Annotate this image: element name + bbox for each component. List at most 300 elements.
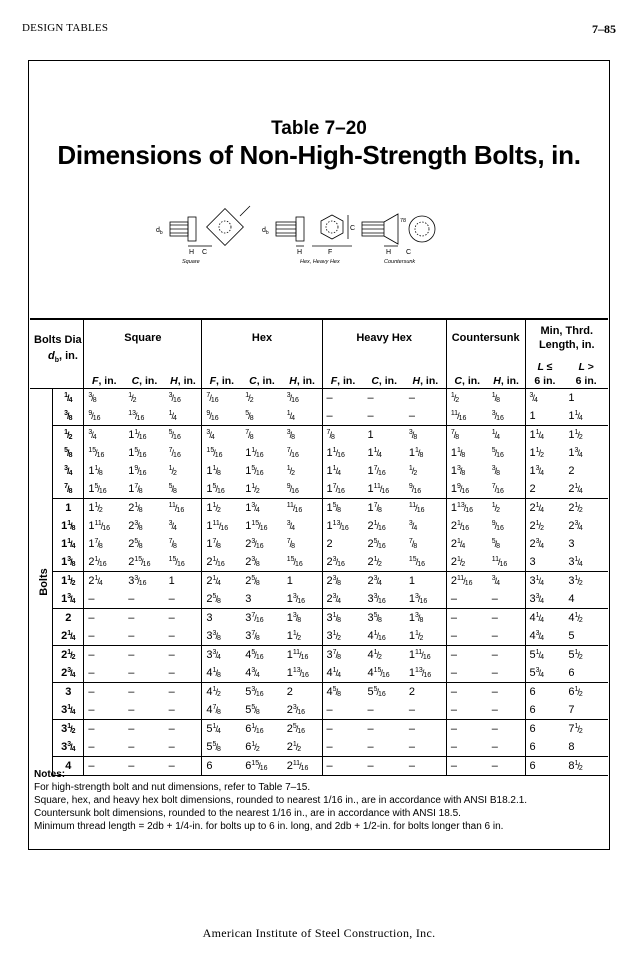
dimension-cell: $^7/_{16}$ bbox=[168, 447, 181, 459]
dimension-cell: $^1/_4$ bbox=[168, 410, 177, 422]
dimension-cell: $^5/_8$ bbox=[245, 410, 254, 422]
dimension-cell: $2^1/_{16}$ bbox=[202, 553, 241, 572]
dimension-cell: – bbox=[84, 664, 124, 683]
dimension-cell: $^3/_4$ bbox=[168, 520, 177, 532]
dimension-cell: $1^7/_{16}$ bbox=[367, 465, 386, 477]
dimension-cell: – bbox=[363, 389, 404, 408]
label-hex: Hex, Heavy Hex bbox=[300, 259, 340, 265]
bolt-diameter: $2^1/_4$ bbox=[61, 630, 76, 642]
dimension-cell: 1 bbox=[405, 572, 446, 591]
dimension-cell: $^7/_8$ bbox=[286, 538, 296, 550]
dimension-cell: – bbox=[124, 646, 164, 665]
dimension-cell: – bbox=[168, 667, 175, 679]
dimension-cell: $3^1/_4$ bbox=[568, 556, 583, 568]
dimension-cell: $3^1/_8$ bbox=[322, 609, 363, 628]
dimension-cell: – bbox=[488, 683, 525, 702]
dimension-cell: $^3/_8$ bbox=[84, 389, 124, 408]
dimension-cell: 3 bbox=[568, 538, 575, 550]
dimension-cell: – bbox=[363, 757, 404, 776]
dimension-cell: $3^5/_8$ bbox=[363, 609, 404, 628]
dimension-cell: $^3/_{16}$ bbox=[165, 389, 202, 408]
dimension-cell: $5^5/_8$ bbox=[202, 738, 241, 757]
label-c-square: C bbox=[202, 249, 208, 256]
note-line-1: For high-strength bolt and nut dimensions, refer to Table 7–15. bbox=[34, 782, 311, 793]
dimension-cell: $^{11}/_{16}$ bbox=[165, 499, 202, 518]
dimension-cell: $^1/_2$ bbox=[446, 389, 487, 408]
dimension-cell: $^{15}/_{16}$ bbox=[286, 556, 303, 568]
dimension-cell: $3^3/_{16}$ bbox=[124, 572, 164, 591]
table-row bbox=[30, 444, 608, 462]
dimension-cell: $^9/_{16}$ bbox=[491, 520, 504, 532]
dimension-cell: – bbox=[124, 609, 164, 628]
dimension-cell: $4^5/_8$ bbox=[322, 683, 363, 702]
dimension-cell: 1 bbox=[525, 407, 564, 426]
dimension-cell: $5^3/_4$ bbox=[525, 664, 564, 683]
table-row bbox=[30, 720, 608, 739]
table-title: Dimensions of Non-High-Strength Bolts, in. bbox=[57, 140, 581, 170]
table-row bbox=[30, 553, 608, 572]
sub-header: F, in. bbox=[84, 356, 124, 389]
dimension-cell: – bbox=[128, 630, 135, 642]
dimension-cell: $2^{15}/_{16}$ bbox=[128, 556, 151, 568]
dimension-cell: $1^{11}/_{16}$ bbox=[84, 517, 124, 535]
dimension-cell: $2^1/_4$ bbox=[202, 572, 241, 591]
dimension-cell: – bbox=[446, 738, 487, 757]
notes-title: Notes: bbox=[34, 769, 66, 780]
dimension-cell: $^{11}/_{16}$ bbox=[491, 556, 508, 568]
dimension-cell: $4^{15}/_{16}$ bbox=[367, 667, 390, 679]
dimension-cell: $2^5/_{16}$ bbox=[283, 720, 322, 739]
dimension-cell: $^7/_8$ bbox=[168, 538, 177, 550]
bolt-diameter: $1^1/_4$ bbox=[61, 538, 76, 550]
sub-header-thread: L > 6 in. bbox=[575, 361, 597, 387]
dimension-cell: $^7/_{16}$ bbox=[286, 447, 299, 459]
dimension-cell: $^3/_{16}$ bbox=[283, 389, 322, 408]
table-row bbox=[30, 572, 608, 591]
sub-header-thread: L ≤ 6 in. bbox=[525, 356, 564, 389]
dimension-cell: $^{11}/_{16}$ bbox=[405, 499, 446, 518]
dimension-cell: $1^7/_8$ bbox=[363, 499, 404, 518]
dimension-cell: – bbox=[165, 683, 202, 702]
bolt-diameter: $^5/_8$ bbox=[64, 447, 73, 459]
dimension-cell: – bbox=[488, 609, 525, 628]
dimension-cell: $^1/_8$ bbox=[488, 389, 525, 408]
bolt-diameter: $^1/_4$ bbox=[53, 389, 84, 408]
dimension-cell: 1 bbox=[564, 389, 608, 408]
dimension-cell: $1^3/_4$ bbox=[525, 462, 564, 480]
dimension-cell: $1^5/_{16}$ bbox=[84, 480, 124, 499]
dimension-cell: $1^5/_{16}$ bbox=[202, 480, 241, 499]
dimension-cell: $1^1/_8$ bbox=[202, 462, 241, 480]
dimension-cell: $2^1/_8$ bbox=[124, 499, 164, 518]
dimension-cell: $^3/_4$ bbox=[525, 389, 564, 408]
dimension-cell: – bbox=[491, 630, 498, 642]
dimension-cell: $^1/_2$ bbox=[408, 465, 418, 477]
dimension-cell: $1^5/_{16}$ bbox=[245, 465, 264, 477]
dimension-cell: $2^3/_{16}$ bbox=[322, 553, 363, 572]
dimension-cell: 6 bbox=[568, 667, 575, 679]
table-row bbox=[30, 738, 608, 757]
dimension-cell: $6^1/_2$ bbox=[564, 683, 608, 702]
dimension-cell: – bbox=[168, 630, 175, 642]
bolt-diameter: 4 bbox=[53, 757, 84, 776]
bolt-diameter: $3^1/_4$ bbox=[61, 704, 76, 716]
dimension-cell: $^3/_4$ bbox=[488, 572, 525, 591]
dimension-cell: $1^5/_{16}$ bbox=[128, 447, 147, 459]
dimension-cell: – bbox=[405, 720, 446, 739]
dimension-cell: $1^7/_8$ bbox=[128, 483, 143, 495]
dimension-cell: – bbox=[367, 741, 374, 753]
dimension-cell: $2^1/_{16}$ bbox=[84, 553, 124, 572]
square-head-end bbox=[207, 209, 244, 246]
dimension-cell: $1^1/_2$ bbox=[245, 483, 260, 495]
dimension-cell: $3^3/_8$ bbox=[202, 627, 241, 646]
dimension-cell: $6^1/_{16}$ bbox=[241, 720, 282, 739]
table-row bbox=[30, 664, 608, 683]
note-line-3: Countersunk bolt dimensions, rounded to the nearest 1/16 in., are in accordance with ANSI 18.5. bbox=[34, 808, 461, 819]
dimension-cell: $^5/_{16}$ bbox=[491, 447, 504, 459]
dimension-cell: $1^{13}/_{16}$ bbox=[408, 667, 432, 679]
dimension-cell: $^5/_{16}$ bbox=[165, 426, 202, 445]
dimensions-table bbox=[30, 318, 608, 776]
dimension-cell: $3^3/_{16}$ bbox=[367, 593, 386, 605]
dimension-cell: $2^3/_4$ bbox=[322, 590, 363, 609]
dimension-cell: $3^7/_8$ bbox=[245, 630, 260, 642]
bolt-diameter: $2^3/_4$ bbox=[61, 667, 76, 679]
label-square: Square bbox=[182, 259, 200, 265]
dimension-cell: $1^{13}/_{16}$ bbox=[286, 667, 309, 679]
notes bbox=[34, 768, 604, 833]
dimension-cell: $^7/_8$ bbox=[446, 426, 487, 445]
dimension-cell: $4^1/_{16}$ bbox=[367, 630, 386, 642]
bolt-diameter: $3^3/_4$ bbox=[61, 741, 76, 753]
page-number: 7–85 bbox=[592, 22, 616, 36]
dimension-cell: 3 bbox=[525, 553, 564, 572]
dimension-cell: $1^{15}/_{16}$ bbox=[245, 520, 268, 532]
bolt-diameter: $1^1/_2$ bbox=[53, 572, 84, 591]
dimension-cell: $4^1/_4$ bbox=[322, 664, 363, 683]
bolt-diameter: $1^3/_8$ bbox=[61, 556, 76, 568]
dimension-cell: $^3/_4$ bbox=[84, 426, 124, 445]
dimension-cell: $1^1/_{16}$ bbox=[245, 447, 264, 459]
dimension-cell: $1^3/_4$ bbox=[568, 447, 583, 459]
dimension-cell: – bbox=[408, 410, 416, 422]
dimension-cell: $2^1/_2$ bbox=[446, 553, 487, 572]
label-c-hex: C bbox=[350, 225, 356, 232]
dimension-cell: $^3/_8$ bbox=[405, 426, 446, 445]
dimension-cell: – bbox=[322, 701, 363, 720]
dimension-cell: – bbox=[128, 704, 135, 716]
dimension-cell: $^7/_{16}$ bbox=[491, 483, 504, 495]
dimension-cell: – bbox=[128, 667, 135, 679]
dimension-cell: – bbox=[128, 741, 135, 753]
dimension-cell: $1^{11}/_{16}$ bbox=[405, 646, 446, 665]
table-row bbox=[30, 609, 608, 628]
dimension-cell: $3^7/_{16}$ bbox=[241, 609, 282, 628]
table-body bbox=[30, 389, 608, 776]
dimension-cell: – bbox=[165, 609, 202, 628]
dimension-cell: $1^5/_8$ bbox=[322, 499, 363, 518]
dimension-cell: $^{15}/_{16}$ bbox=[408, 556, 425, 568]
dimension-cell: $2^3/_8$ bbox=[322, 572, 363, 591]
dimension-cell: – bbox=[491, 593, 498, 605]
dimension-cell: 2 bbox=[568, 465, 575, 477]
dimension-cell: $2^{11}/_{16}$ bbox=[283, 757, 322, 776]
dimension-cell: $^3/_8$ bbox=[491, 465, 501, 477]
bolt-drawings-svg bbox=[152, 200, 492, 272]
dimension-cell: – bbox=[124, 683, 164, 702]
dimension-cell: $2^{11}/_{16}$ bbox=[446, 572, 487, 591]
dimension-cell: $2^3/_4$ bbox=[525, 535, 564, 553]
table-row bbox=[30, 499, 608, 518]
dimension-cell: $^9/_{16}$ bbox=[84, 407, 124, 426]
dimension-cell: – bbox=[128, 593, 135, 605]
dimension-cell: – bbox=[168, 741, 175, 753]
label-h-hex: H bbox=[297, 249, 303, 256]
note-line-4: Minimum thread length = 2db + 1/4-in. for bolts up to 6 in. long, and 2db + 1/2-in. for bolts longer than 6 in. bbox=[34, 821, 504, 832]
dimension-cell: $^1/_4$ bbox=[286, 410, 296, 422]
dimension-cell: $6^1/_2$ bbox=[245, 741, 260, 753]
dimension-cell: $1^1/_{16}$ bbox=[124, 426, 164, 445]
sub-header: C, in. bbox=[446, 356, 487, 389]
sub-header: C, in. bbox=[131, 375, 158, 387]
dimension-cell: 2 bbox=[525, 480, 564, 499]
dimension-cell: $3^3/_4$ bbox=[525, 590, 564, 609]
dimension-cell: – bbox=[488, 646, 525, 665]
dimension-cell: – bbox=[491, 704, 498, 716]
table-row bbox=[30, 517, 608, 535]
dimension-cell: $5^1/_4$ bbox=[202, 720, 241, 739]
bolt-diameter: $1^3/_4$ bbox=[61, 593, 76, 605]
dimension-cell: $^{11}/_{16}$ bbox=[446, 407, 487, 426]
dimension-cell: 3 bbox=[245, 593, 252, 605]
dimension-cell: $1^9/_{16}$ bbox=[446, 480, 487, 499]
dimension-cell: $7^1/_2$ bbox=[564, 720, 608, 739]
bolt-diameter: 1 bbox=[53, 499, 84, 518]
dimension-cell: $4^1/_8$ bbox=[202, 664, 241, 683]
dimension-cell: 6 bbox=[525, 738, 564, 757]
dimension-cell: $^3/_4$ bbox=[286, 520, 296, 532]
dimension-cell: $1^{11}/_{16}$ bbox=[202, 517, 241, 535]
sub-header: H, in. bbox=[289, 375, 315, 387]
dimension-cell: $2^3/_8$ bbox=[128, 520, 143, 532]
dimension-cell: $1^1/_4$ bbox=[525, 426, 564, 445]
dimension-cell: $^{15}/_{16}$ bbox=[84, 444, 124, 462]
dimension-cell: $^3/_8$ bbox=[283, 426, 322, 445]
dimension-cell: 6 bbox=[525, 701, 564, 720]
dimension-cell: $1^9/_{16}$ bbox=[128, 465, 147, 477]
dimension-cell: $1^1/_2$ bbox=[564, 426, 608, 445]
dimension-cell: $1^{13}/_{16}$ bbox=[446, 499, 487, 518]
bolt-diameter: $3^1/_2$ bbox=[53, 720, 84, 739]
dimension-cell: $1^3/_{16}$ bbox=[286, 593, 306, 605]
dimension-cell: – bbox=[408, 741, 416, 753]
bolt-diameter: 3 bbox=[53, 683, 84, 702]
label-db-hex: $d_b$ bbox=[262, 227, 269, 236]
dimension-cell: $2^5/_{16}$ bbox=[367, 538, 386, 550]
dimension-cell: – bbox=[84, 701, 124, 720]
dimension-cell: – bbox=[446, 664, 487, 683]
dimension-cell: $^1/_2$ bbox=[168, 465, 177, 477]
dimension-cell: $2^1/_{16}$ bbox=[446, 517, 487, 535]
dimension-cell: $4^7/_8$ bbox=[202, 701, 241, 720]
dimension-cell: $4^1/_4$ bbox=[525, 609, 564, 628]
dimension-cell: $^3/_4$ bbox=[408, 520, 418, 532]
dimension-cell: $4^3/_4$ bbox=[245, 667, 260, 679]
dimension-cell: $2^1/_2$ bbox=[525, 517, 564, 535]
dimension-cell: $^7/_{16}$ bbox=[202, 389, 241, 408]
sub-header: H, in. bbox=[412, 375, 439, 387]
sub-header: H, in. bbox=[170, 375, 196, 387]
dimension-cell: 6 bbox=[525, 720, 564, 739]
dimension-cell: $5^5/_8$ bbox=[245, 704, 260, 716]
dimension-cell: $^9/_{16}$ bbox=[286, 483, 299, 495]
dimension-cell: $2^3/_4$ bbox=[568, 520, 583, 532]
dimension-cell: $1^{13}/_{16}$ bbox=[322, 517, 363, 535]
dimension-cell: – bbox=[84, 590, 124, 609]
dimension-cell: – bbox=[367, 410, 374, 422]
dimension-cell: 2 bbox=[283, 683, 322, 702]
dimension-cell: – bbox=[446, 720, 487, 739]
dimension-cell: – bbox=[84, 683, 124, 702]
sub-header: F, in. bbox=[322, 356, 363, 389]
dimension-cell: $1^1/_8$ bbox=[446, 444, 487, 462]
label-h-square: H bbox=[189, 249, 195, 256]
sub-header: F, in. bbox=[202, 356, 241, 389]
dimension-cell: $1^1/_2$ bbox=[84, 499, 124, 518]
note-line-2: Square, hex, and heavy hex bolt dimensions, rounded to nearest 1/16 in., are in accordance with ANSI B18.2.1. bbox=[34, 795, 528, 806]
dimension-cell: – bbox=[405, 757, 446, 776]
label-h-cs: H bbox=[386, 249, 392, 256]
dimension-cell: $^5/_8$ bbox=[491, 538, 501, 550]
dimension-cell: – bbox=[488, 720, 525, 739]
dimension-cell: $1^1/_4$ bbox=[322, 462, 363, 480]
dimension-cell: $2^1/_2$ bbox=[564, 499, 608, 518]
dimension-cell: $1^1/_4$ bbox=[568, 410, 583, 422]
dimension-cell: $5^1/_4$ bbox=[525, 646, 564, 665]
dimension-cell: $2^3/_4$ bbox=[363, 572, 404, 591]
dimension-cell: $1^1/_2$ bbox=[525, 444, 564, 462]
dimension-cell: $^1/_2$ bbox=[241, 389, 282, 408]
dimension-cell: – bbox=[363, 720, 404, 739]
table-number: Table 7–20 bbox=[271, 118, 367, 139]
label-angle: 78 bbox=[400, 218, 407, 224]
dimension-cell: $3^3/_4$ bbox=[202, 646, 241, 665]
dimension-cell: 7 bbox=[568, 704, 575, 716]
dimension-cell: $2^5/_8$ bbox=[241, 572, 282, 591]
dimension-cell: – bbox=[446, 590, 487, 609]
dimension-cell: $^1/_2$ bbox=[286, 465, 296, 477]
hex-head-side bbox=[296, 217, 304, 241]
dimension-cell: $4^1/_2$ bbox=[564, 609, 608, 628]
dimension-cell: 1 bbox=[165, 572, 202, 591]
dimension-cell: – bbox=[446, 646, 487, 665]
bolt-diameter: $^3/_8$ bbox=[64, 410, 73, 422]
group-heavy-hex: Heavy Hex bbox=[322, 319, 446, 356]
dimension-cell: $1^1/_2$ bbox=[408, 630, 424, 642]
dimension-cell: – bbox=[124, 757, 164, 776]
dimension-cell: – bbox=[84, 646, 124, 665]
dimension-cell: $^1/_2$ bbox=[488, 499, 525, 518]
dimension-cell: $2^1/_2$ bbox=[286, 741, 302, 753]
dimension-cell: $5^5/_{16}$ bbox=[363, 683, 404, 702]
dimension-cell: $1^1/_8$ bbox=[84, 462, 124, 480]
dimension-cell: 5 bbox=[568, 630, 575, 642]
dimension-cell: $2^5/_8$ bbox=[202, 590, 241, 609]
dimension-cell: $6^{15}/_{16}$ bbox=[241, 757, 282, 776]
group-thread-length: Min, Thrd. Length, in. bbox=[525, 319, 608, 356]
dimension-cell: – bbox=[446, 757, 487, 776]
dimension-cell: $1^1/_8$ bbox=[408, 447, 424, 459]
dimension-cell: $1^3/_{16}$ bbox=[408, 593, 428, 605]
countersunk-end bbox=[409, 216, 435, 242]
dimension-cell: $^{11}/_{16}$ bbox=[283, 499, 322, 518]
group-hex: Hex bbox=[202, 319, 322, 356]
dimension-cell: $1^7/_8$ bbox=[84, 535, 124, 553]
dimension-cell: $2^1/_4$ bbox=[446, 535, 487, 553]
dimension-cell: $1^1/_2$ bbox=[286, 630, 302, 642]
group-square: Square bbox=[84, 319, 202, 356]
dimension-cell: $^7/_8$ bbox=[241, 426, 282, 445]
dimension-cell: – bbox=[367, 704, 374, 716]
dimension-cell: 3 bbox=[202, 609, 241, 628]
dimension-cell: – bbox=[322, 720, 363, 739]
dimension-cell: $^9/_{16}$ bbox=[408, 483, 422, 495]
dimension-cell: $^9/_{16}$ bbox=[202, 407, 241, 426]
dimension-cell: $^1/_2$ bbox=[124, 389, 164, 408]
section-title: DESIGN TABLES bbox=[22, 22, 109, 34]
dimension-cell: $^3/_4$ bbox=[202, 426, 241, 445]
table-row bbox=[30, 480, 608, 499]
dimension-cell: $3^1/_4$ bbox=[525, 572, 564, 591]
dimension-cell: $1^1/_{16}$ bbox=[322, 444, 363, 462]
sub-header: C, in. bbox=[371, 375, 398, 387]
dimension-cell: – bbox=[322, 738, 363, 757]
label-f-hex: F bbox=[328, 249, 333, 256]
dimension-cell: – bbox=[322, 407, 363, 426]
dimension-cell: $3^1/_2$ bbox=[564, 572, 608, 591]
dimension-cell: $3^7/_8$ bbox=[322, 646, 363, 665]
running-header bbox=[22, 22, 616, 38]
bolt-diameter: $^1/_2$ bbox=[53, 426, 84, 445]
table-row bbox=[30, 590, 608, 609]
dimension-cell: – bbox=[405, 389, 446, 408]
dimension-cell: $1^1/_4$ bbox=[367, 447, 382, 459]
dimension-cell: $1^3/_4$ bbox=[241, 499, 282, 518]
bolt-diameter: $^3/_4$ bbox=[64, 465, 73, 477]
dimension-cell: $^{13}/_{16}$ bbox=[128, 410, 145, 422]
bolts-dia-header: Bolts Dia $d_b$, in. bbox=[34, 334, 82, 365]
group-countersunk: Countersunk bbox=[446, 319, 525, 356]
dimension-cell: 8 bbox=[568, 741, 575, 753]
square-head-side bbox=[188, 217, 196, 241]
dimension-cell: $3^1/_2$ bbox=[322, 627, 363, 646]
table-row bbox=[30, 389, 608, 408]
dimension-cell: – bbox=[165, 720, 202, 739]
bolt-diameter: $^7/_8$ bbox=[64, 483, 73, 495]
bolt-diameter: $1^1/_8$ bbox=[61, 520, 76, 532]
dimension-cell: – bbox=[491, 667, 498, 679]
dimension-cell: – bbox=[168, 704, 175, 716]
dimension-cell: $2^1/_2$ bbox=[367, 556, 382, 568]
dimension-cell: $1^3/_8$ bbox=[446, 462, 487, 480]
dimension-cell: – bbox=[165, 757, 202, 776]
table-row bbox=[30, 701, 608, 720]
dimension-cell: $^5/_8$ bbox=[168, 483, 177, 495]
dimension-cell: $2^1/_4$ bbox=[568, 483, 583, 495]
dimension-cell: $1^1/_2$ bbox=[202, 499, 241, 518]
dimension-cell: – bbox=[491, 741, 498, 753]
